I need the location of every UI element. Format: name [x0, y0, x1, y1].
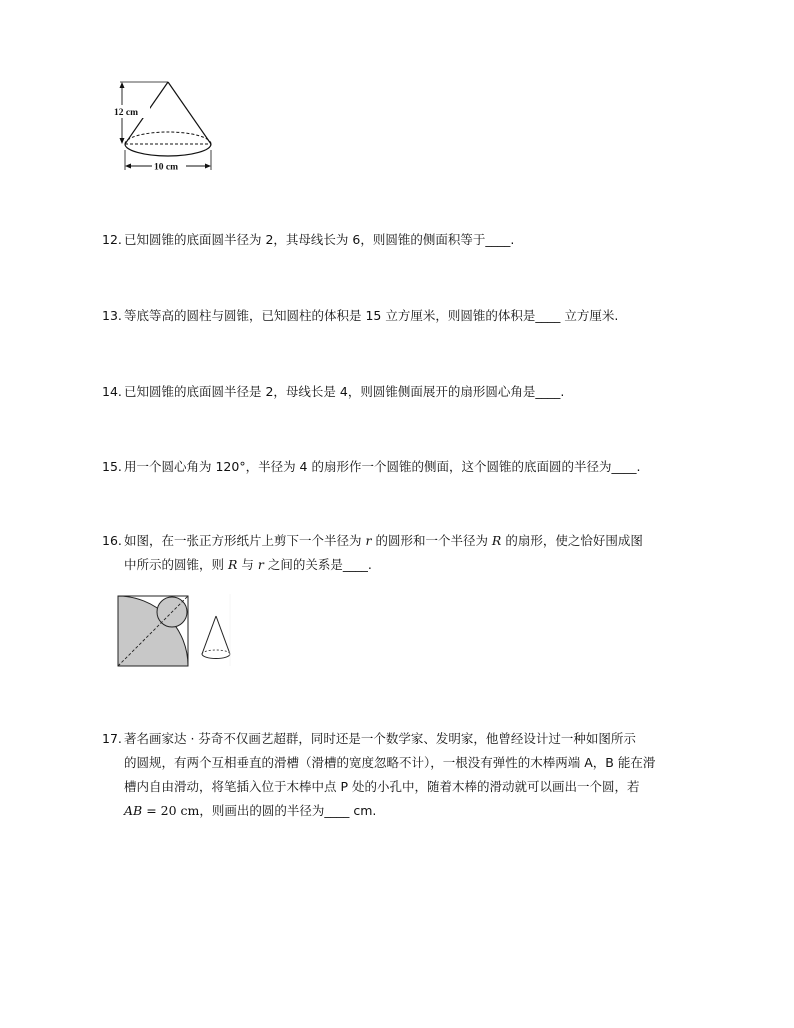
question-16-line2 [124, 554, 372, 576]
question-number: 13. [102, 308, 122, 323]
variable-r: r [257, 557, 264, 572]
diameter-label: 10 cm [154, 162, 179, 173]
variable-R: R [227, 557, 238, 572]
question-14 [102, 381, 564, 403]
question-text-line1-c: 的扇形，使之恰好围成图 [501, 533, 643, 548]
question-text-line3: 槽内自由滑动，将笔插入位于木棒中点 P 处的小孔中，随着木棒的滑动就可以画出一个圆，若 [124, 779, 640, 794]
question-text-line1: 著名画家达 · 芬奇不仅画艺超群，同时还是一个数学家、发明家，他曾经设计过一种如图所示 [124, 731, 636, 746]
question-16 [102, 530, 643, 552]
cone-dimension-figure [112, 70, 222, 180]
question-number: 16. [102, 533, 122, 548]
question-12 [102, 229, 514, 251]
question-17-line2 [124, 752, 655, 774]
question-text-line1-a: 如图，在一张正方形纸片上剪下一个半径为 [124, 533, 366, 548]
height-label: 12 cm [114, 108, 139, 118]
question-17-line3 [124, 776, 640, 798]
question-text-line2: 的圆规，有两个互相垂直的滑槽（滑槽的宽度忽略不计），一根没有弹性的木棒两端 A，B 能在滑 [124, 755, 656, 770]
equation-value: = 20 cm [142, 803, 200, 818]
square-sector-cone-figure [116, 594, 236, 670]
variable-r: r [365, 533, 372, 548]
question-number: 15. [102, 459, 122, 474]
question-17-line4 [124, 800, 376, 822]
variable-AB: AB [124, 803, 143, 818]
question-13 [102, 305, 618, 327]
question-text: 已知圆锥的底面圆半径是 2，母线长是 4，则圆锥侧面展开的扇形圆心角是____. [124, 384, 565, 399]
question-number: 12. [102, 232, 122, 247]
question-text: 用一个圆心角为 120°，半径为 4 的扇形作一个圆锥的侧面，这个圆锥的底面圆的半径为____. [124, 459, 641, 474]
question-text-line1-b: 的圆形和一个半径为 [371, 533, 492, 548]
question-text-line2-c: 之间的关系是____. [263, 557, 372, 572]
question-number: 14. [102, 384, 122, 399]
question-17 [102, 728, 636, 750]
question-15 [102, 456, 640, 478]
question-text-line4: ，则画出的圆的半径为____ cm. [199, 803, 377, 818]
variable-R: R [491, 533, 502, 548]
question-number: 17. [102, 731, 122, 746]
question-text-line2-a: 中所示的圆锥，则 [124, 557, 228, 572]
question-text-line2-b: 与 [237, 557, 258, 572]
question-text: 已知圆锥的底面圆半径为 2，其母线长为 6，则圆锥的侧面积等于____. [124, 232, 515, 247]
question-text: 等底等高的圆柱与圆锥，已知圆柱的体积是 15 立方厘米，则圆锥的体积是____ 立方厘米. [124, 308, 619, 323]
